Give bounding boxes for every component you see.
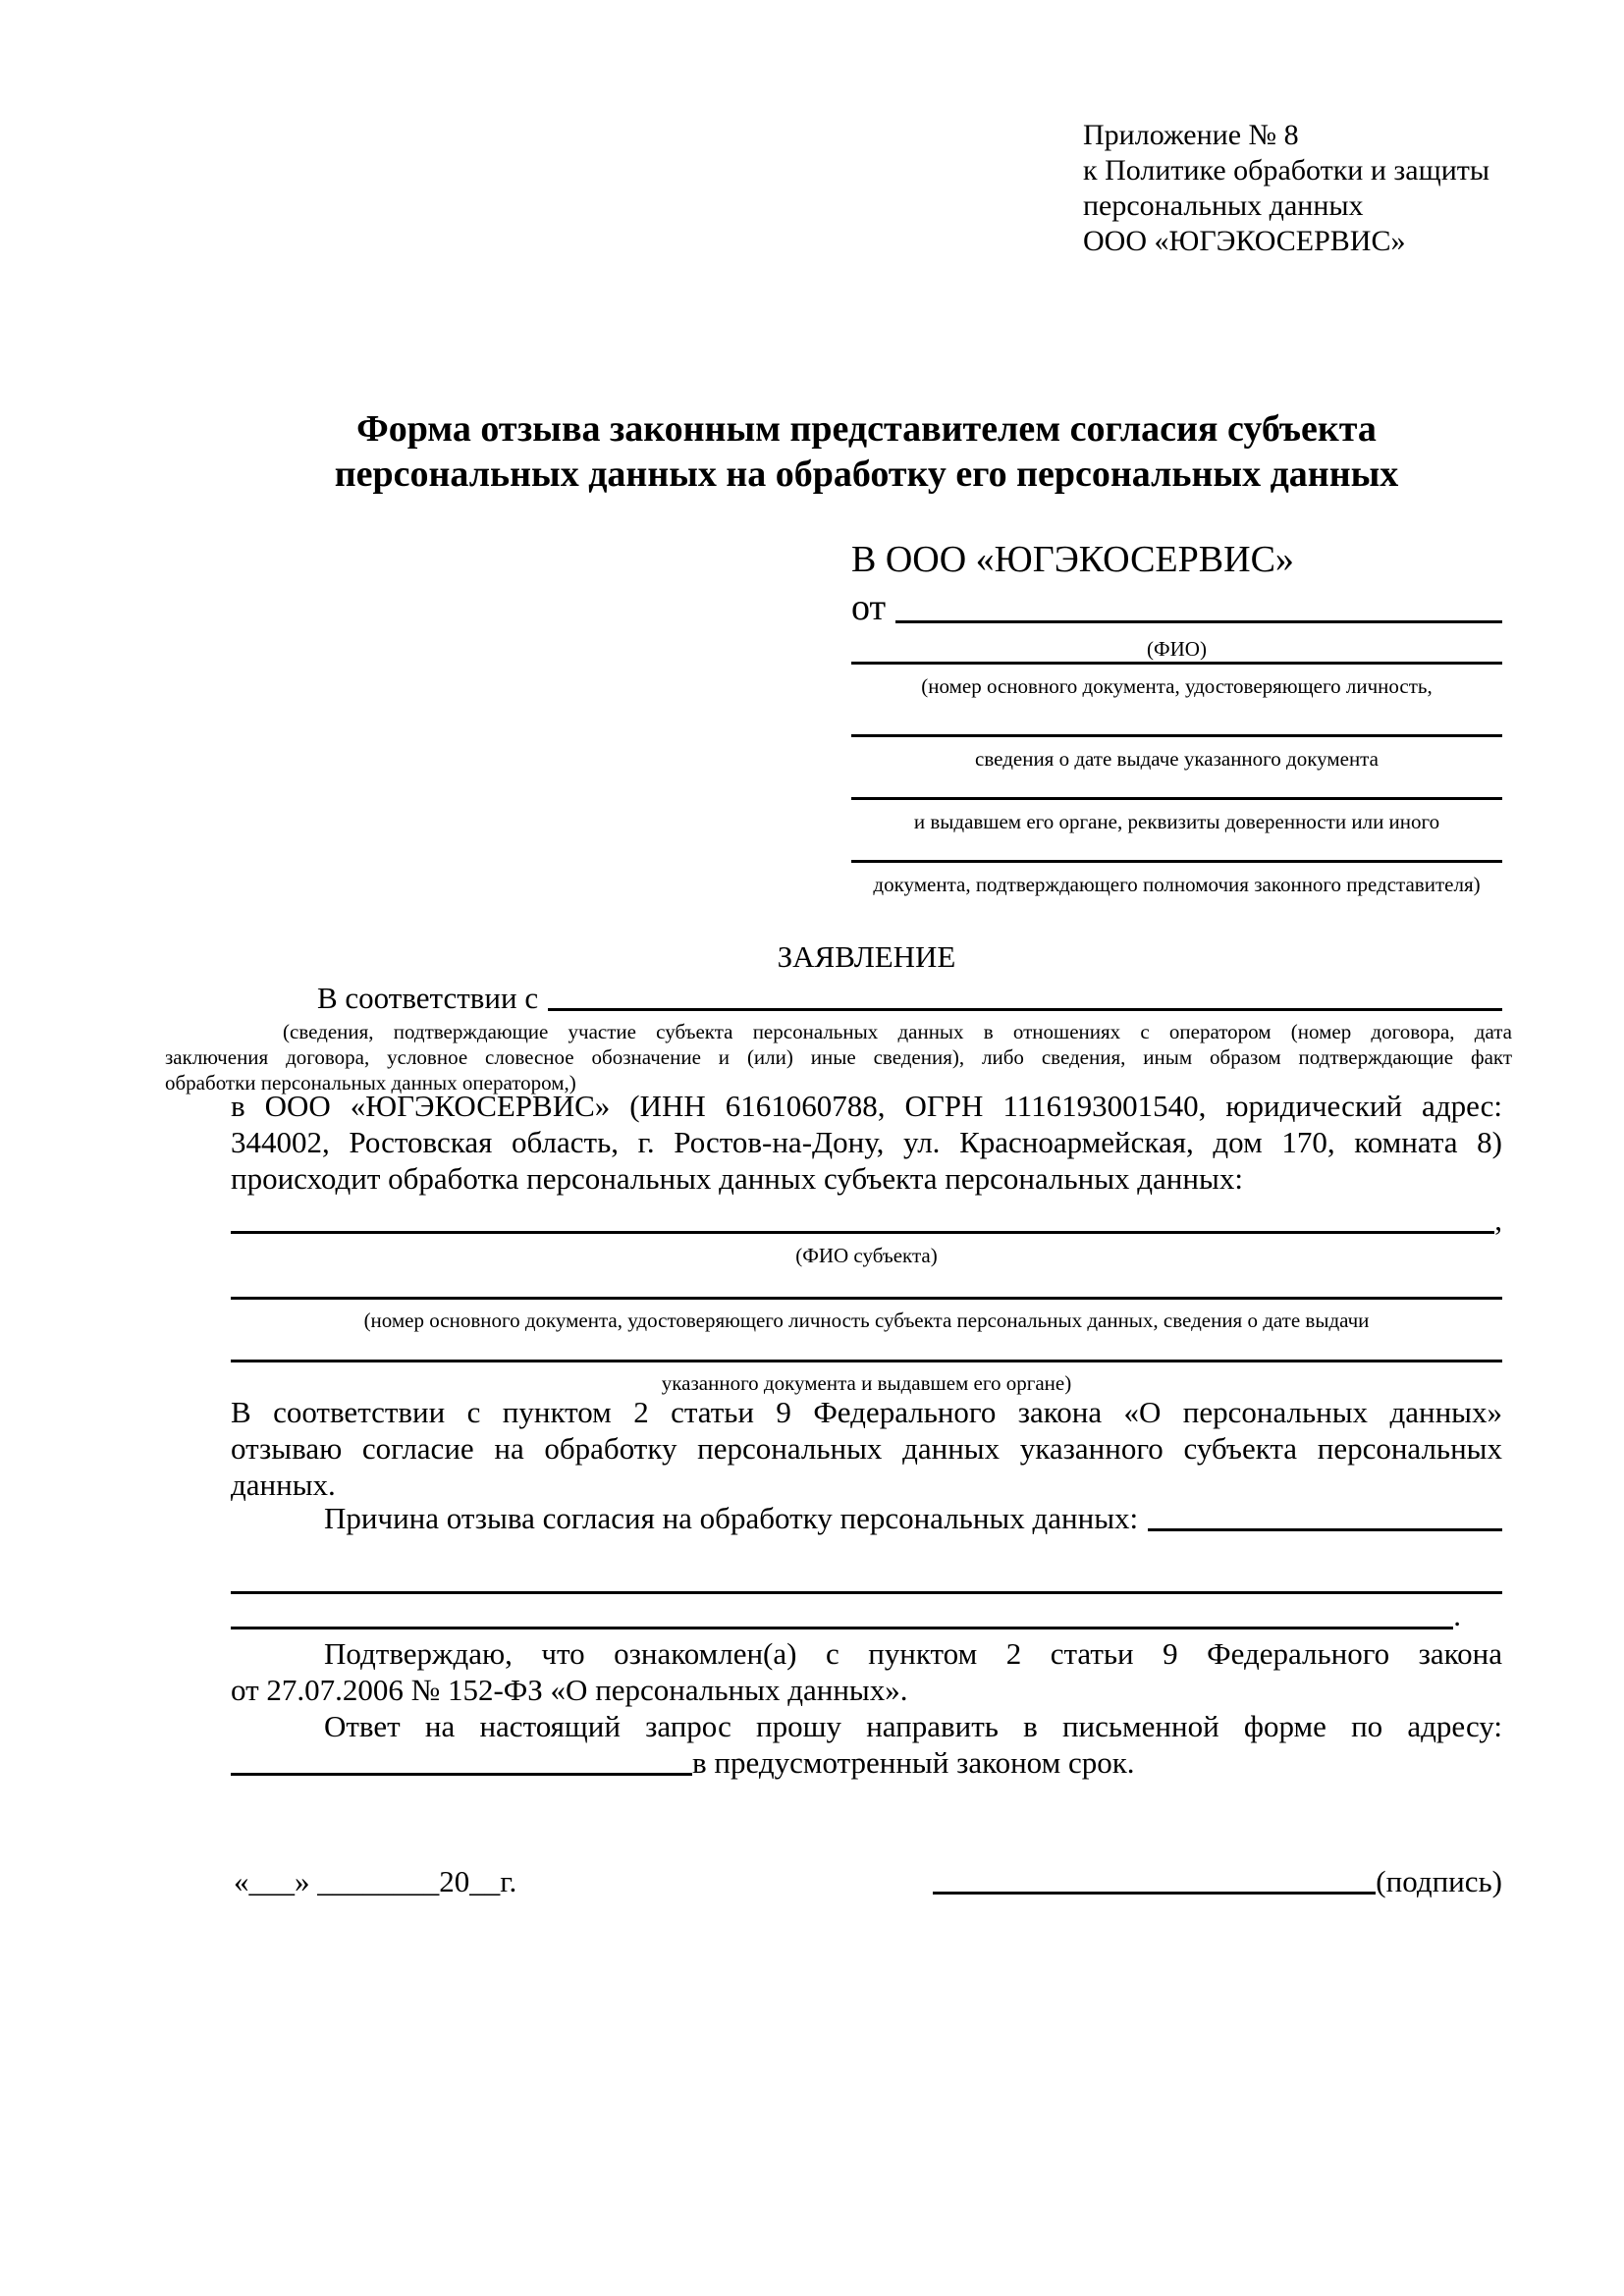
addressee-doc-field <box>851 797 1502 834</box>
withdraw-paragraph-line: В соответствии с пунктом 2 статьи 9 Федерального закона «О персональных данных» <box>231 1395 1502 1429</box>
signature-caption: (подпись) <box>1376 1864 1502 1898</box>
subject-doc-caption: (номер основного документа, удостоверяющего личность субъекта персональных данных, сведения о дате выдачи <box>363 1308 1370 1332</box>
trailing-period: . <box>1453 1598 1461 1632</box>
addressee-doc-field <box>851 734 1502 772</box>
blank-field-rule <box>851 860 1502 863</box>
operator-paragraph-line: в ООО «ЮГЭКОСЕРВИС» (ИНН 6161060788, ОГРН 1116193001540, юридический адрес: <box>231 1089 1502 1123</box>
reason-prefix: Причина отзыва согласия на обработку персональных данных: <box>324 1501 1139 1535</box>
fine-print-note <box>165 1019 1512 1095</box>
confirm-paragraph-line: от 27.07.2006 № 152-ФЗ «О персональных данных». <box>231 1673 908 1707</box>
confirm-paragraph <box>231 1635 1502 1708</box>
subject-fio-caption: (ФИО субъекта) <box>795 1244 938 1267</box>
blank-line-with-period <box>231 1600 1461 1630</box>
blank-field-rule <box>231 1600 1453 1629</box>
signature-blank-field <box>933 1863 1376 1895</box>
addressee-from-line <box>851 585 1502 630</box>
reply-paragraph <box>231 1708 1502 1781</box>
reply-address-blank-field <box>231 1749 692 1776</box>
annex-line: Приложение № 8 <box>1083 119 1299 151</box>
field-caption: (номер основного документа, удостоверяющего личность, <box>921 674 1433 698</box>
annex-line: ООО «ЮГЭКОСЕРВИС» <box>1083 225 1406 257</box>
operator-paragraph-line: происходит обработка персональных данных субъекта персональных данных: <box>231 1161 1243 1196</box>
field-caption: и выдавшем его органе, реквизиты доверенности или иного <box>913 810 1440 833</box>
intro-prefix: В соответствии с <box>317 981 539 1015</box>
reply-paragraph-line <box>231 1744 1502 1781</box>
intro-line <box>231 980 1502 1017</box>
annex-line: персональных данных <box>1083 189 1364 222</box>
reply-suffix: в предусмотренный законом срок. <box>692 1745 1135 1780</box>
confirm-paragraph-line: Подтверждаю, что ознакомлен(а) с пунктом 2 статьи 9 Федерального закона <box>324 1636 1502 1671</box>
blank-field-rule <box>851 734 1502 737</box>
operator-paragraph-line: 344002, Ростовская область, г. Ростов-на-Дону, ул. Красноармейская, дом 170, комната 8) <box>231 1125 1502 1159</box>
field-caption: сведения о дате выдаче указанного документа <box>975 747 1379 771</box>
annex-line: к Политике обработки и защиты <box>1083 154 1490 187</box>
withdraw-paragraph-line: данных. <box>231 1468 336 1502</box>
annex-block <box>1083 118 1489 259</box>
subject-name-comma: , <box>1494 1202 1502 1237</box>
blank-field-rule <box>231 1591 1502 1594</box>
intro-blank-field <box>548 980 1502 1011</box>
blank-field-rule <box>851 662 1502 665</box>
withdraw-paragraph-line: отзываю согласие на обработку персональных данных указанного субъекта персональных <box>231 1431 1502 1466</box>
document-title <box>231 406 1502 497</box>
subject-doc-caption: указанного документа и выдавшем его органе) <box>661 1371 1072 1395</box>
blank-field-rule <box>231 1360 1502 1362</box>
reply-paragraph-line: Ответ на настоящий запрос прошу направить в письменной форме по адресу: <box>324 1709 1502 1743</box>
addressee-fio-caption: (ФИО) <box>1147 637 1207 661</box>
addressee-doc-field <box>851 662 1502 699</box>
paragraph-indent <box>231 980 317 1017</box>
addressee-from-blank-field <box>895 585 1502 623</box>
withdraw-paragraph <box>231 1394 1502 1503</box>
subject-name-line <box>231 1203 1502 1237</box>
addressee-doc-field <box>851 860 1502 897</box>
reason-blank-field <box>1148 1500 1502 1531</box>
fine-print-line: заключения договора, условное словесное обозначение и (или) иные сведения), либо сведения, иным образом подтверждающие факт <box>165 1045 1512 1069</box>
statement-heading: ЗАЯВЛЕНИЕ <box>777 939 956 974</box>
addressee-from-label: от <box>851 587 887 628</box>
addressee-to: В ООО «ЮГЭКОСЕРВИС» <box>851 539 1294 580</box>
reason-line <box>231 1500 1502 1537</box>
fine-print-line: (сведения, подтверждающие участие субъекта персональных данных в отношениях с оператором (номер договора, дата <box>283 1020 1512 1043</box>
blank-field-rule <box>851 797 1502 800</box>
field-caption: документа, подтверждающего полномочия законного представителя) <box>873 873 1481 896</box>
date-field: «___» ________20__г. <box>234 1864 517 1898</box>
signature-line <box>933 1863 1502 1900</box>
paragraph-indent <box>231 1500 324 1537</box>
blank-field-rule <box>231 1297 1502 1300</box>
operator-paragraph <box>231 1088 1502 1197</box>
document-title-line: персональных данных на обработку его персональных данных <box>334 454 1399 495</box>
fine-print-line: обработки персональных данных оператором,) <box>165 1071 576 1095</box>
document-title-line: Форма отзыва законным представителем согласия субъекта <box>356 408 1377 450</box>
subject-name-blank-field <box>231 1203 1494 1234</box>
